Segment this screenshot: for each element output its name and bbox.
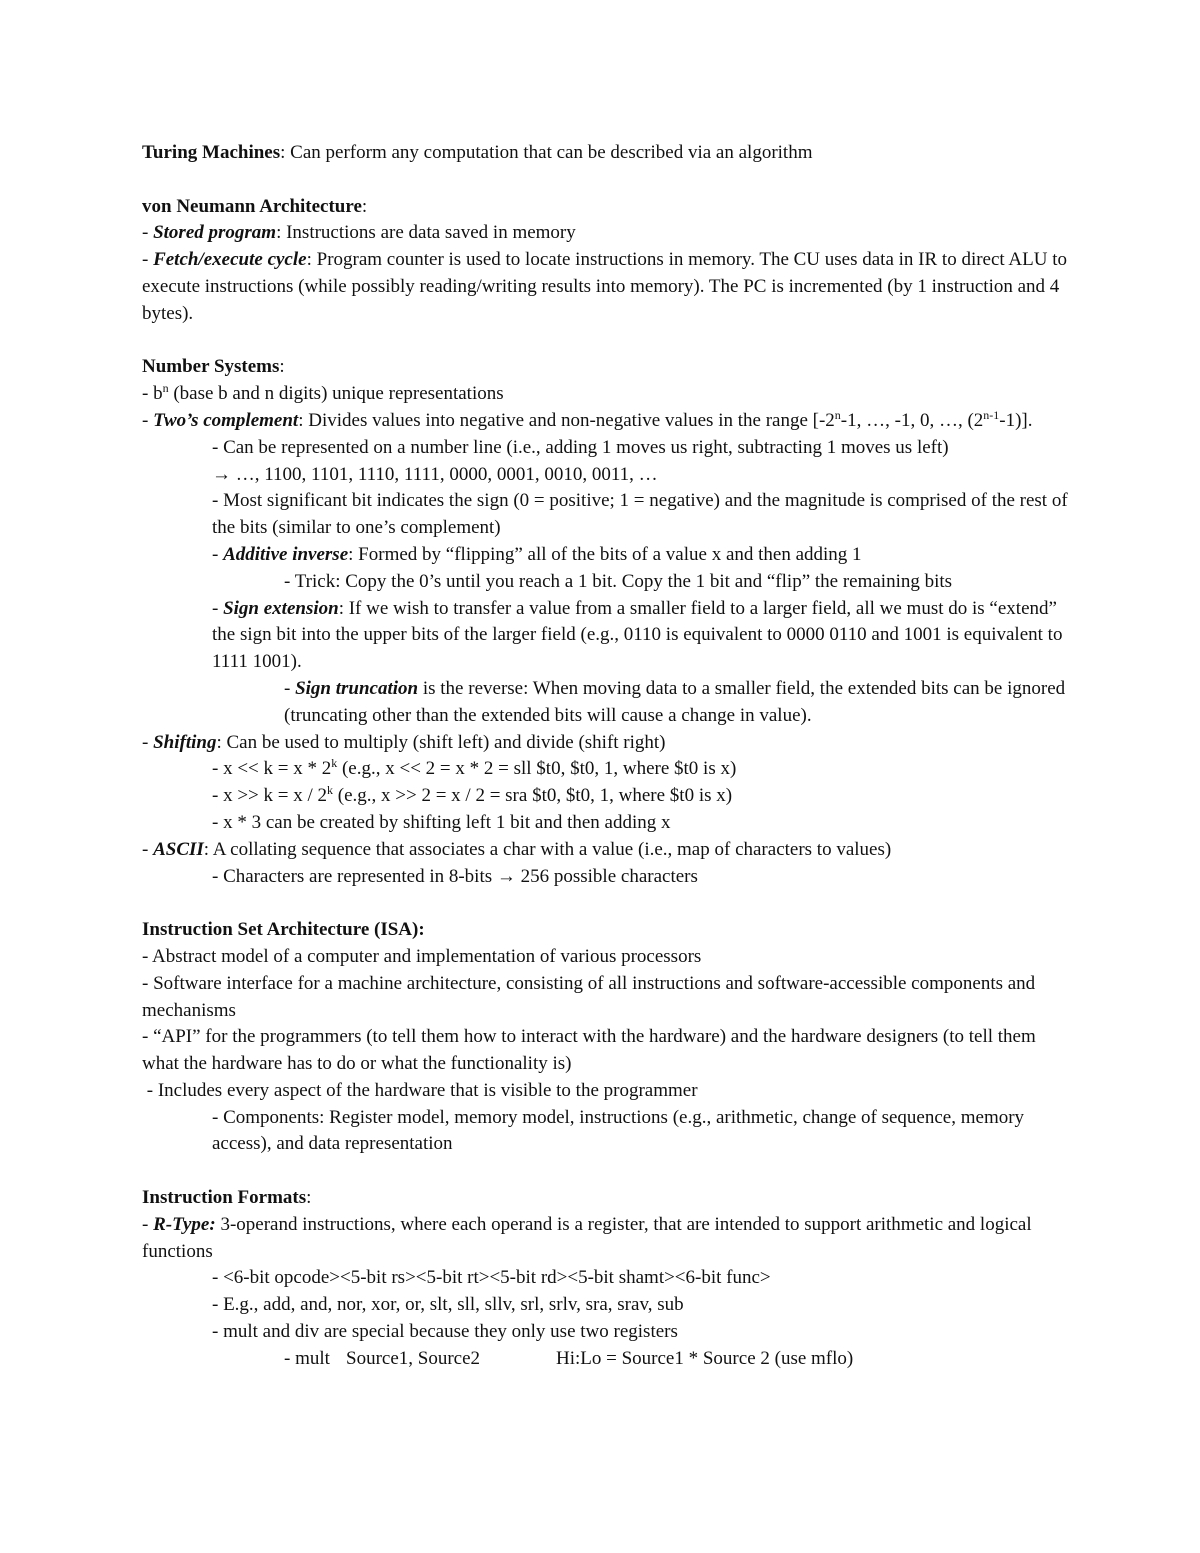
isa-item: - Software interface for a machine architecture, consisting of all instructions and software-accessible components and mechanisms <box>142 972 1036 1021</box>
formats-heading: Instruction Formats <box>142 1187 307 1209</box>
turing-text: : Can perform any computation that can be described via an algorithm <box>280 142 813 163</box>
shifting-term: Shifting <box>153 731 217 753</box>
additive-inverse-term: Additive inverse <box>223 543 349 565</box>
heading-colon: : <box>306 1187 312 1209</box>
stored-program-item: - Stored program: Instructions are data saved in memory <box>142 222 576 244</box>
number-systems-heading-line <box>142 354 1072 381</box>
heading-colon: : <box>361 195 368 217</box>
isa-item: - Abstract model of a computer and implementation of various processors <box>142 945 702 967</box>
ascii-text: : A collating sequence that associates a char with a value (i.e., map of characters to values) <box>203 838 892 860</box>
number-systems-heading: Number Systems <box>142 356 280 378</box>
shift-right-text: - x >> k = x / 2 <box>212 785 328 807</box>
r-type-layout: - <6-bit opcode><5-bit rs><5-bit rt><5-bit rd><5-bit shamt><6-bit func> <box>212 1267 771 1289</box>
exponent: n-1 <box>983 407 1000 422</box>
shift-right-text: (e.g., x >> 2 = x / 2 = sra $t0, $t0, 1, where $t0 is x) <box>333 785 733 807</box>
additive-inverse-item: - Additive inverse: Formed by “flipping” all of the bits of a value x and then adding 1 <box>212 543 862 565</box>
sign-truncation-term: Sign truncation <box>295 677 419 699</box>
msb-item: - Most significant bit indicates the sign (0 = positive; 1 = negative) and the magnitude is comprised of the rest of the bits (similar to one’s complement) <box>212 490 1068 539</box>
turing-paragraph <box>142 140 1072 167</box>
ascii-term: ASCII <box>153 838 204 860</box>
base-text: (base b and n digits) unique representations <box>168 383 504 405</box>
shifting-text: : Can be used to multiply (shift left) and divide (shift right) <box>216 731 666 753</box>
sign-truncation-text: is the reverse: When moving data to a smaller field, the extended bits can be ignored (truncating other than the extended bits will cause a change in value). <box>284 677 1066 726</box>
shift-right-item <box>142 783 1072 810</box>
sign-extension-term: Sign extension <box>223 597 339 619</box>
base-text-prefix: - b <box>142 383 163 405</box>
exponent: n <box>834 407 841 422</box>
fetch-execute-term: Fetch/execute cycle <box>153 249 307 271</box>
sign-extension-item: - Sign extension: If we wish to transfer a value from a smaller field to a larger field, all we must do is “extend” the sign bit into the upper bits of the larger field (e.g., 0110 is equivalent to 0000 0110 and 1001 is equivalent to 1111 1001). <box>212 597 1063 673</box>
isa-heading: Instruction Set Architecture (ISA): <box>142 919 425 941</box>
characters-item: - Characters are represented in 8-bits → 256 possible characters <box>212 865 698 887</box>
stored-program-term: Stored program <box>153 222 277 244</box>
additive-inverse-text: : Formed by “flipping” all of the bits of a value x and then adding 1 <box>348 543 862 565</box>
r-type-text: 3-operand instructions, where each operand is a register, that are intended to support arithmetic and logical functions <box>142 1213 1032 1262</box>
isa-heading-line <box>142 917 1072 944</box>
von-neumann-heading-line <box>142 194 1072 221</box>
sign-extension-text: : If we wish to transfer a value from a smaller field to a larger field, all we must do is “extend” the sign bit into the upper bits of the larger field (e.g., 0110 is equivalent to 0000 0110 and 1001 is equivalent to 1111 1001). <box>212 597 1063 673</box>
mult-op: - mult <box>284 1347 330 1369</box>
mult-result: Hi:Lo = Source1 * Source 2 (use mflo) <box>556 1347 854 1369</box>
twos-complement-text: : Divides values into negative and non-negative values in the range [-2 <box>298 409 835 431</box>
number-line-item: - Can be represented on a number line (i.e., adding 1 moves us right, subtracting 1 moves us left) <box>212 436 949 458</box>
exponent: k <box>331 756 338 771</box>
shift-left-text: - x << k = x * 2 <box>212 758 332 780</box>
number-line-sequence: → …, 1100, 1101, 1110, 1111, 0000, 0001, 0010, 0011, … <box>212 463 658 485</box>
shift-left-item <box>142 756 1072 783</box>
turing-heading: Turing Machines <box>142 142 281 163</box>
exponent: k <box>327 783 334 798</box>
heading-colon: : <box>279 356 285 378</box>
von-neumann-heading: von Neumann Architecture <box>142 195 362 217</box>
r-type-item: - R-Type: 3-operand instructions, where each operand is a register, that are intended to support arithmetic and logical functions <box>142 1213 1032 1262</box>
base-representations-item <box>142 381 1072 408</box>
twos-complement-item: - Two’s complement: Divides values into negative and non-negative values in the range [-2$^n$-1, …, -1, 0, …, (2$^{n-1}$-1)]. <box>142 407 1033 431</box>
mult-args: Source1, Source2 <box>346 1347 481 1369</box>
r-type-examples: - E.g., add, and, nor, xor, or, slt, sll, sllv, srl, srlv, sra, srav, sub <box>212 1294 684 1316</box>
formats-heading-line <box>142 1185 1072 1212</box>
fetch-execute-text: : Program counter is used to locate instructions in memory. The CU uses data in IR to direct ALU to execute instructions (while possibly reading/writing results into memory). The PC is incremented (by 1 instruction and 4 bytes). <box>142 249 1067 324</box>
mult-div-item: - mult and div are special because they only use two registers <box>212 1321 678 1343</box>
exponent: n <box>162 381 169 396</box>
twos-complement-term: Two’s complement <box>153 409 299 431</box>
mult-item <box>142 1346 1072 1373</box>
shifting-item: - Shifting: Can be used to multiply (shift left) and divide (shift right) <box>142 731 666 753</box>
sign-truncation-item: - Sign truncation is the reverse: When moving data to a smaller field, the extended bits can be ignored (truncating other than the extended bits will cause a change in value). <box>284 677 1066 726</box>
isa-item: - Includes every aspect of the hardware that is visible to the programmer <box>142 1079 698 1101</box>
isa-item: - “API” for the programmers (to tell them how to interact with the hardware) and the hardware designers (to tell them what the hardware has to do or what the functionality is) <box>142 1026 1036 1075</box>
document-page <box>142 140 1072 1373</box>
shift-left-text: (e.g., x << 2 = x * 2 = sll $t0, $t0, 1, where $t0 is x) <box>337 758 737 780</box>
times-three-item: - x * 3 can be created by shifting left 1 bit and then adding x <box>212 811 671 833</box>
trick-item: - Trick: Copy the 0’s until you reach a 1 bit. Copy the 1 bit and “flip” the remaining bits <box>284 570 953 592</box>
r-type-term: R-Type: <box>153 1213 216 1235</box>
twos-complement-text: -1)]. <box>999 409 1033 431</box>
isa-components-item: - Components: Register model, memory model, instructions (e.g., arithmetic, change of sequence, memory access), and data representation <box>212 1106 1025 1155</box>
twos-complement-text: -1, …, -1, 0, …, (2 <box>840 409 984 431</box>
ascii-item: - ASCII: A collating sequence that associates a char with a value (i.e., map of characters to values) <box>142 838 892 860</box>
fetch-execute-item: - Fetch/execute cycle: Program counter is used to locate instructions in memory. The CU uses data in IR to direct ALU to execute instructions (while possibly reading/writing results into memory). The PC is incremented (by 1 instruction and 4 bytes). <box>142 249 1067 324</box>
stored-program-text: : Instructions are data saved in memory <box>276 222 576 244</box>
